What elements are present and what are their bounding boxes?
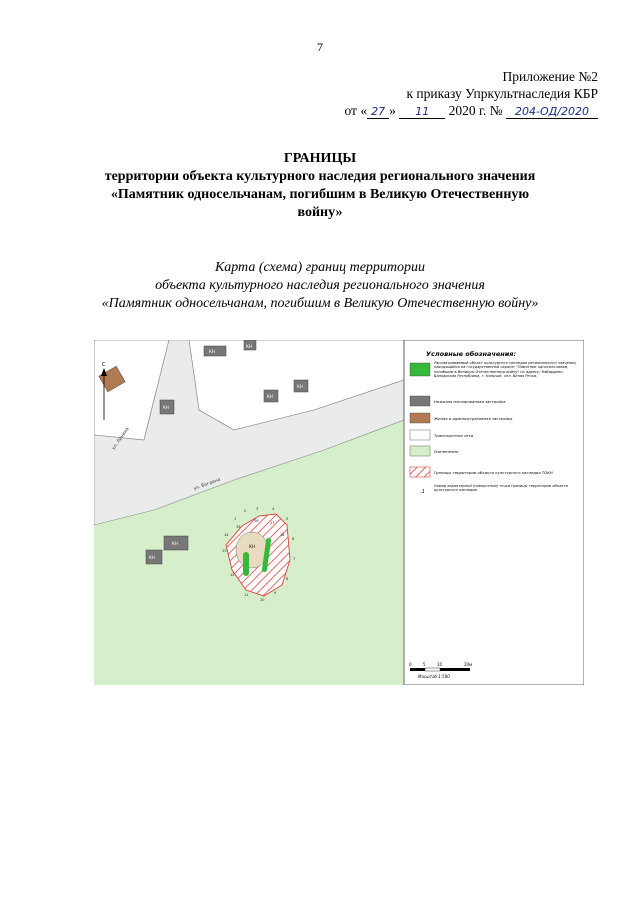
scale-tick: 20м — [464, 662, 473, 667]
date-quote: » — [389, 103, 396, 118]
legend-item-greenery: Озеленение — [434, 449, 459, 454]
title-line-1: территории объекта культурного наследия регионального значения — [104, 169, 536, 184]
monument-object — [243, 552, 249, 576]
legend-swatch-transport — [410, 430, 430, 440]
legend-swatch-boundary — [410, 467, 430, 477]
date-day: 27 — [367, 105, 389, 119]
house-label: КН — [246, 344, 252, 349]
appendix-order: к приказу Упркультнаследия КБР — [406, 86, 598, 101]
document-title — [60, 150, 580, 222]
date-prefix: от « — [344, 103, 368, 118]
street-label-lenina: ул. Ленина — [111, 426, 131, 452]
point-number: 9 — [274, 591, 277, 595]
house-label: КН — [149, 555, 155, 560]
point-number: 5 — [286, 517, 289, 521]
legend-swatch-greenery — [410, 446, 430, 456]
order-date-line — [344, 103, 598, 119]
legend-item-nonresidential: Нежилая изолированная застройка — [434, 399, 506, 404]
legend-item-object: Рассматриваемый объект культурного наследия регионального значения, находящийся на государственной охране: "Памятник односельчанам, погибшим в Великую Отечественную войну" по адресу: Кабардино-Балкарская Республика, г. Нальчик, сел. Белая Речка. — [434, 361, 577, 379]
legend-swatch-residential — [410, 413, 430, 423]
point-number: 6 — [292, 537, 295, 541]
point-number: 10 — [260, 598, 265, 602]
title-line-2: «Памятник односельчанам, погибшим в Великую Отечественную — [110, 187, 530, 202]
house-label: КН — [163, 405, 169, 410]
point-number: 18 — [280, 533, 285, 537]
point-number: 4 — [272, 507, 275, 511]
legend-item-residential: Жилая и административная застройка — [434, 416, 513, 421]
date-month: 11 — [399, 105, 445, 119]
legend-item-transport: Транспортные сети — [434, 433, 474, 438]
scale-tick: 0 — [409, 662, 412, 667]
point-number: 1 — [234, 517, 237, 521]
scale-bar — [410, 668, 470, 671]
caption-line-3: «Памятник односельчанам, погибшим в Великую Отечественную войну» — [101, 296, 539, 311]
north-letter: С — [102, 362, 106, 368]
street-label-bogdana: ул. Богдана — [192, 477, 222, 492]
appendix-title: Приложение №2 — [502, 69, 598, 84]
scale-tick: 10 — [437, 662, 443, 667]
house-label: КН — [249, 544, 255, 549]
caption-line-1: Карта (схема) границ территории — [214, 260, 426, 275]
date-year: 2020 г. № — [448, 103, 503, 118]
point-number: 14 — [224, 533, 229, 537]
title-line-3: войну» — [297, 205, 343, 220]
point-number: 7 — [293, 557, 296, 561]
point-number: 2 — [244, 509, 247, 513]
point-number: 15 — [236, 525, 241, 529]
point-number: 16 — [254, 519, 259, 523]
order-number: 204-ОД/2020 — [506, 105, 598, 119]
house-label: КН — [172, 541, 178, 546]
title-heading: ГРАНИЦЫ — [283, 151, 357, 166]
boundary-map — [94, 340, 584, 685]
scale-tick: 5 — [423, 662, 426, 667]
point-number: 12 — [230, 573, 235, 577]
legend-swatch-nonresidential — [410, 396, 430, 406]
legend-swatch-object — [410, 363, 430, 376]
point-number: 11 — [244, 593, 249, 597]
house-label: КН — [267, 394, 273, 399]
point-number: 3 — [256, 507, 259, 511]
legend-item-point: Номер характерной (поворотной) точки границы территории объекта культурного наследия — [434, 484, 568, 493]
appendix-block — [406, 68, 598, 102]
point-number: 17 — [270, 521, 275, 525]
page-number: 7 — [317, 40, 323, 54]
point-number: 8 — [286, 577, 289, 581]
map-caption — [60, 259, 580, 313]
legend-item-boundary: Границы территории объекта культурного наследия ТОКН — [434, 470, 553, 475]
legend-title: Условные обозначения: — [426, 350, 517, 358]
house — [204, 346, 226, 356]
house-label: КН — [209, 349, 215, 354]
point-number: 13 — [222, 549, 227, 553]
house-label: КН — [297, 384, 303, 389]
caption-line-2: объекта культурного наследия регионального значения — [155, 278, 485, 293]
scale-label: Масштаб 1:500 — [418, 674, 450, 679]
legend-point-marker: .1 — [420, 489, 425, 495]
